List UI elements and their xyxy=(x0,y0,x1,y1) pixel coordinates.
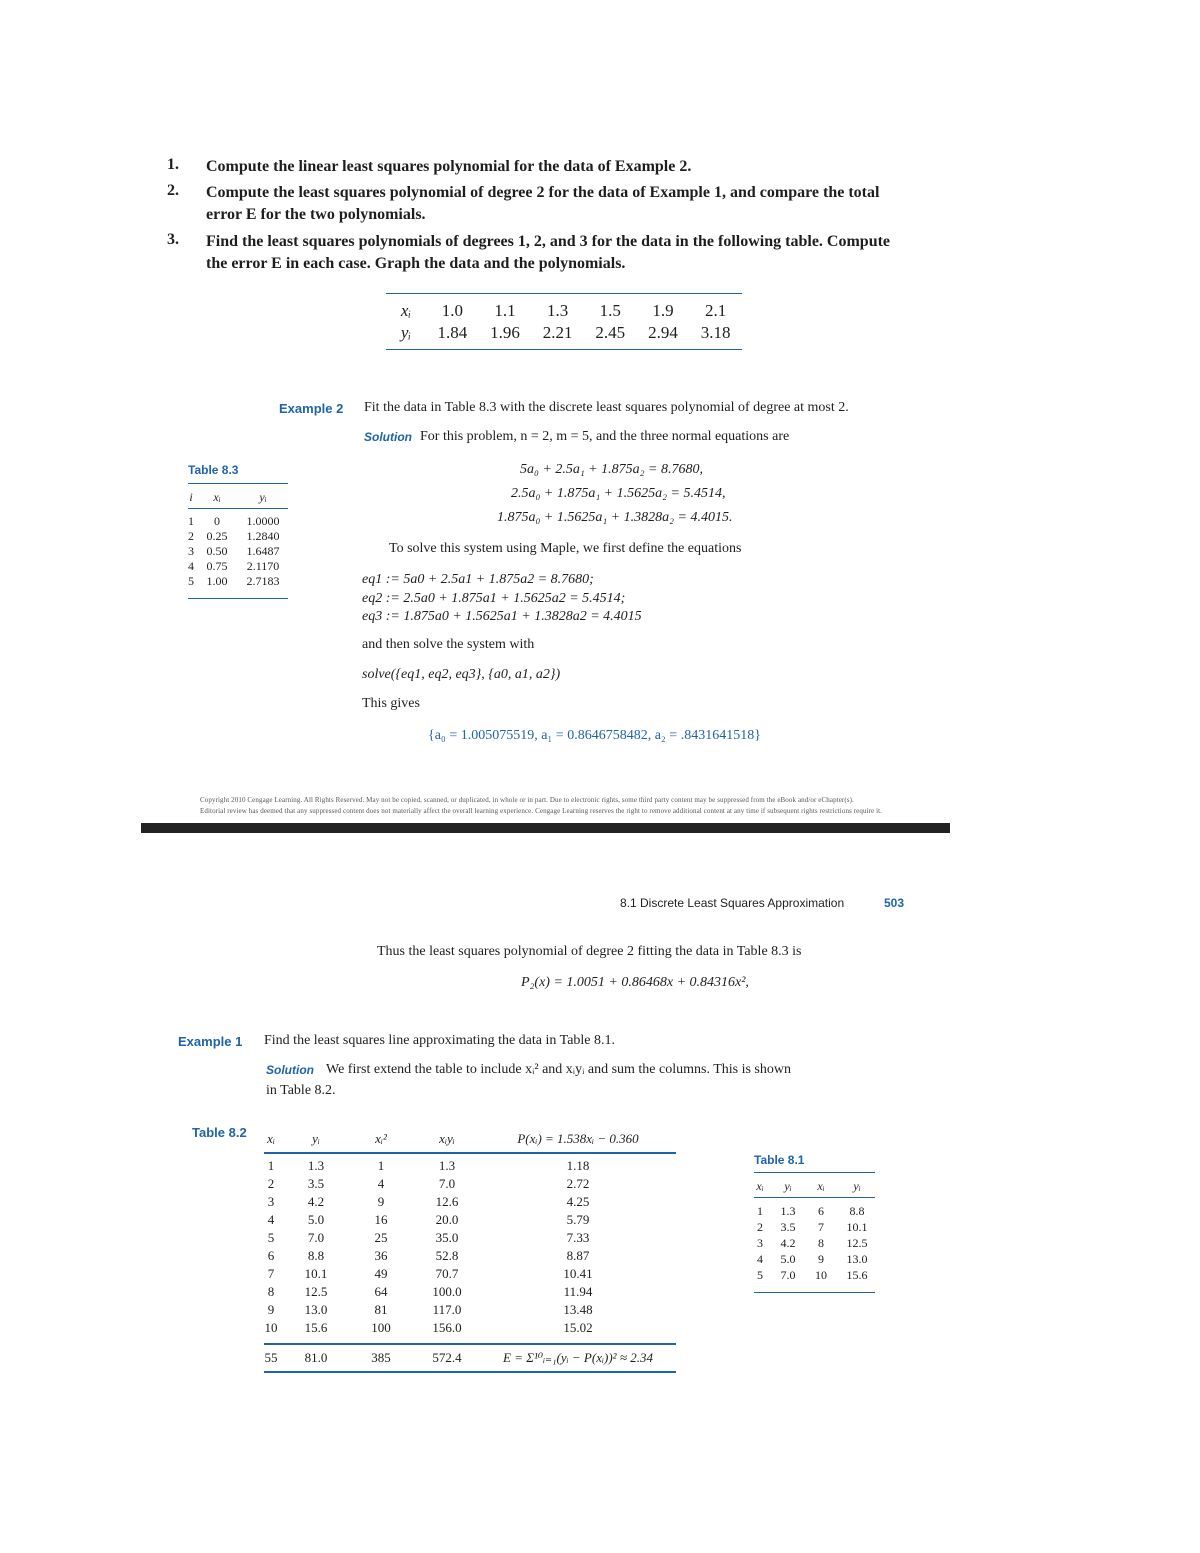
table-row xyxy=(184,544,290,559)
total-cell: 385 xyxy=(371,1350,391,1365)
exercise-1-number: 1. xyxy=(167,156,179,173)
maple-result: {a₀ = 1.005075519, a₁ = 0.8646758482, a₂ = .8431641518} xyxy=(428,728,761,743)
page-number: 503 xyxy=(884,896,905,910)
ex-table-cell: 2.94 xyxy=(648,323,678,342)
table-cell: 10.1 xyxy=(846,1219,868,1234)
table-cell: 49 xyxy=(374,1266,388,1281)
table-cell: 10 xyxy=(815,1267,827,1282)
ex-table-cell: 1.96 xyxy=(490,323,520,342)
table-cell: 4 xyxy=(267,1212,275,1227)
conclusion-text: Thus the least squares polynomial of degree 2 fitting the data in Table 8.3 is xyxy=(377,944,802,959)
table-cell: 3.5 xyxy=(307,1176,325,1191)
maple-solve-command: solve({eq1, eq2, eq3}, {a0, a1, a2}) xyxy=(362,667,561,682)
table-header-cell: yᵢ xyxy=(784,1178,792,1193)
ex-table-top-rule xyxy=(386,293,742,294)
maple-intro: To solve this system using Maple, we first define the equations xyxy=(389,541,742,556)
table-cell: 2 xyxy=(757,1219,763,1234)
example-1-label: Example 1 xyxy=(178,1034,243,1049)
table-row xyxy=(750,1219,878,1235)
table-cell: 10 xyxy=(264,1320,278,1335)
table-8-1-header xyxy=(750,1178,878,1194)
table-8-2-header-row xyxy=(258,1130,676,1148)
table-row xyxy=(258,1283,676,1301)
normal-equation-2: 2.5a₀ + 1.875a₁ + 1.5625a₂ = 5.4514, xyxy=(511,486,726,501)
table-cell: 13.0 xyxy=(846,1251,868,1266)
table-row xyxy=(258,1157,676,1175)
table-cell: 8.87 xyxy=(566,1248,590,1263)
table-cell: 7 xyxy=(267,1266,275,1281)
this-gives-text: This gives xyxy=(362,696,420,711)
table-cell: 4 xyxy=(377,1176,385,1191)
table-row xyxy=(258,1211,676,1229)
normal-equation-3: 1.875a₀ + 1.5625a₁ + 1.3828a₂ = 4.4015. xyxy=(497,510,733,525)
ex-table-cell: 1.9 xyxy=(652,301,674,320)
table-header-cell: yᵢ xyxy=(259,490,267,504)
normal-equation-1: 5a₀ + 2.5a₁ + 1.875a₂ = 8.7680, xyxy=(520,462,703,477)
table-cell: 3 xyxy=(188,544,194,558)
table-8-2-header xyxy=(258,1130,676,1148)
table-cell: 20.0 xyxy=(435,1212,459,1227)
table-cell: 15.6 xyxy=(846,1267,868,1282)
ex-table-y-label: yᵢ xyxy=(400,323,412,342)
table-cell: 0.75 xyxy=(206,559,228,573)
table-cell: 5 xyxy=(188,574,194,588)
table-cell: 1.18 xyxy=(566,1158,590,1173)
table-cell: 6 xyxy=(267,1248,275,1263)
table-cell: 8.8 xyxy=(849,1203,865,1218)
table-cell: 15.6 xyxy=(304,1320,328,1335)
table-cell: 7.0 xyxy=(438,1176,456,1191)
table-cell: 81 xyxy=(374,1302,388,1317)
exercise-3-number: 3. xyxy=(167,231,179,248)
table-cell: 12.5 xyxy=(304,1284,328,1299)
running-header-section: 8.1 Discrete Least Squares Approximation xyxy=(620,896,845,910)
table-cell: 4.25 xyxy=(566,1194,590,1209)
table-cell: 7.0 xyxy=(307,1230,325,1245)
table-8-1-title: Table 8.1 xyxy=(754,1153,805,1167)
table-cell: 5.79 xyxy=(566,1212,590,1227)
table-cell: 15.02 xyxy=(563,1320,593,1335)
table-cell: 1 xyxy=(377,1158,385,1173)
exercise-3-text: Find the least squares polynomials of degrees 1, 2, and 3 for the data in the following table. Compute xyxy=(206,233,891,250)
table-cell: 2.7183 xyxy=(246,574,280,588)
table-row xyxy=(184,529,290,544)
table-cell: 1 xyxy=(757,1203,763,1218)
table-cell: 5 xyxy=(267,1230,275,1245)
ex-table-cell: 1.84 xyxy=(437,323,468,342)
table-8-3-title: Table 8.3 xyxy=(188,463,239,477)
table-header-cell: yᵢ xyxy=(853,1178,861,1193)
page-divider xyxy=(141,823,950,833)
table-cell: 10.1 xyxy=(304,1266,328,1281)
table-cell: 25 xyxy=(374,1230,388,1245)
total-cell: 81.0 xyxy=(304,1350,328,1365)
table-cell: 8 xyxy=(267,1284,275,1299)
table-cell: 12.5 xyxy=(846,1235,868,1250)
table-cell: 5.0 xyxy=(307,1212,325,1227)
table-header-cell: xᵢ xyxy=(267,1131,275,1146)
ex-table-bottom-rule xyxy=(386,349,742,350)
table-row xyxy=(258,1265,676,1283)
table-cell: 35.0 xyxy=(435,1230,459,1245)
table-cell: 3 xyxy=(267,1194,275,1209)
table-cell: 2 xyxy=(188,529,194,543)
total-cell: 572.4 xyxy=(432,1350,462,1365)
table-cell: 117.0 xyxy=(432,1302,462,1317)
table-cell: 70.7 xyxy=(435,1266,459,1281)
table-cell: 1.2840 xyxy=(246,529,280,543)
exercise-2-text: Compute the least squares polynomial of degree 2 for the data of Example 1, and compare the total xyxy=(206,184,880,201)
table-8-3-bottom-rule xyxy=(188,598,288,599)
table-cell: 3 xyxy=(757,1235,763,1250)
table-row xyxy=(258,1229,676,1247)
copyright-line-2: Editorial review has deemed that any suppressed content does not materially affect the overall learning experience. Cengage Learning reserves the right to remove additional content at any time if subsequent rights restrictions require it. xyxy=(200,807,883,815)
exercise-3-text-cont: the error E in each case. Graph the data and the polynomials. xyxy=(206,255,626,272)
example-1-solution-text: We first extend the table to include xᵢ² and xᵢyᵢ and sum the columns. This is shown xyxy=(326,1062,791,1077)
table-cell: 5 xyxy=(757,1267,763,1282)
table-cell: 9 xyxy=(818,1251,824,1266)
ex-table-cell: 3.18 xyxy=(700,323,731,342)
table-cell: 9 xyxy=(377,1194,385,1209)
table-8-3 xyxy=(184,490,290,505)
table-cell: 4 xyxy=(757,1251,763,1266)
table-row xyxy=(184,514,290,529)
ex-table-cell: 1.3 xyxy=(547,301,569,320)
table-row xyxy=(184,559,290,574)
ex-table-x-label: xᵢ xyxy=(400,301,412,320)
example-2-solution-text: For this problem, n = 2, m = 5, and the three normal equations are xyxy=(420,429,790,444)
table-cell: 11.94 xyxy=(563,1284,593,1299)
table-8-2-sum-rule xyxy=(264,1343,676,1345)
table-row xyxy=(750,1267,878,1283)
total-cell: 55 xyxy=(264,1350,278,1365)
table-row xyxy=(750,1203,878,1219)
table-cell: 1.0000 xyxy=(246,514,280,528)
table-header-cell: xᵢyᵢ xyxy=(439,1131,455,1146)
table-header-cell: xᵢ xyxy=(756,1178,764,1193)
table-8-1-top-rule xyxy=(754,1172,875,1173)
table-cell: 1.6487 xyxy=(246,544,280,558)
table-cell: 6 xyxy=(818,1203,824,1218)
table-cell: 16 xyxy=(374,1212,388,1227)
table-cell: 8.8 xyxy=(307,1248,325,1263)
table-cell: 1 xyxy=(188,514,194,528)
table-8-1-body xyxy=(750,1203,878,1283)
table-cell: 5.0 xyxy=(780,1251,796,1266)
ex-table-x-row xyxy=(386,300,742,322)
table-header-cell: xᵢ² xyxy=(375,1131,387,1146)
table-cell: 2 xyxy=(267,1176,275,1191)
table-cell: 3.5 xyxy=(780,1219,796,1234)
example-1-text: Find the least squares line approximating the data in Table 8.1. xyxy=(264,1033,616,1048)
table-cell: 2.1170 xyxy=(246,559,280,573)
table-row xyxy=(750,1251,878,1267)
table-8-2-totals xyxy=(258,1349,676,1367)
table-8-2-body xyxy=(258,1157,676,1337)
table-cell: 156.0 xyxy=(432,1320,462,1335)
table-row xyxy=(258,1247,676,1265)
table-8-1-bottom-rule xyxy=(754,1292,875,1293)
table-cell: 0 xyxy=(214,514,220,528)
error-formula: E = Σ¹⁰ᵢ₌₁(yᵢ − P(xᵢ))² ≈ 2.34 xyxy=(503,1350,653,1365)
table-8-2-totals-row xyxy=(258,1349,676,1367)
example-2-solution-label: Solution xyxy=(364,430,412,444)
table-cell: 36 xyxy=(374,1248,388,1263)
table-cell: 13.48 xyxy=(563,1302,593,1317)
example-2-label: Example 2 xyxy=(279,401,344,416)
ex-table-cell: 1.5 xyxy=(599,301,621,320)
table-row xyxy=(750,1235,878,1251)
then-solve-text: and then solve the system with xyxy=(362,637,535,652)
table-header-cell: xᵢ xyxy=(213,490,221,504)
fitted-polynomial: P₂(x) = 1.0051 + 0.86468x + 0.84316x², xyxy=(521,975,749,990)
ex-table-cell: 2.1 xyxy=(705,301,727,320)
table-cell: 7 xyxy=(818,1219,824,1234)
table-row xyxy=(258,1319,676,1337)
ex-table-cell: 2.21 xyxy=(542,323,573,342)
table-cell: 2.72 xyxy=(566,1176,590,1191)
table-8-3-top-rule xyxy=(188,483,288,484)
table-header-cell: yᵢ xyxy=(312,1131,320,1146)
maple-code-1: eq1 := 5a0 + 2.5a1 + 1.875a2 = 8.7680; xyxy=(362,572,594,587)
table-row xyxy=(258,1301,676,1319)
example-1-solution-text-cont: in Table 8.2. xyxy=(266,1083,336,1098)
table-8-1-header-row xyxy=(750,1178,878,1194)
maple-code-2: eq2 := 2.5a0 + 1.875a1 + 1.5625a2 = 5.4514; xyxy=(362,591,626,606)
exercise-2-number: 2. xyxy=(167,182,179,199)
maple-code-3: eq3 := 1.875a0 + 1.5625a1 + 1.3828a2 = 4.4015 xyxy=(362,609,642,624)
table-cell: 52.8 xyxy=(435,1248,459,1263)
exercise-2-text-cont: error E for the two polynomials. xyxy=(206,206,426,223)
table-cell: 13.0 xyxy=(304,1302,328,1317)
ex-table-cell: 1.0 xyxy=(441,301,463,320)
table-cell: 1 xyxy=(267,1158,275,1173)
table-cell: 7.33 xyxy=(566,1230,590,1245)
table-8-1-mid-rule xyxy=(754,1197,875,1198)
table-8-2-bottom-rule xyxy=(264,1371,676,1373)
exercise-3-data-table xyxy=(386,300,742,344)
table-cell: 0.50 xyxy=(206,544,228,558)
table-row xyxy=(184,574,290,589)
table-cell: 10.41 xyxy=(563,1266,593,1281)
table-header-cell: P(xᵢ) = 1.538xᵢ − 0.360 xyxy=(517,1131,639,1146)
table-header-cell: xᵢ xyxy=(817,1178,825,1193)
table-8-3-mid-rule xyxy=(188,508,288,509)
table-8-3-header xyxy=(184,490,290,505)
example-1-solution-label: Solution xyxy=(266,1063,314,1077)
table-row xyxy=(258,1193,676,1211)
table-cell: 9 xyxy=(267,1302,275,1317)
table-cell: 100.0 xyxy=(432,1284,462,1299)
table-8-2-header-rule xyxy=(264,1152,676,1154)
ex-table-cell: 2.45 xyxy=(595,323,626,342)
ex-table-cell: 1.1 xyxy=(494,301,516,320)
table-cell: 12.6 xyxy=(435,1194,459,1209)
table-8-2-title: Table 8.2 xyxy=(192,1125,247,1140)
table-cell: 7.0 xyxy=(780,1267,796,1282)
table-8-3-body xyxy=(184,514,290,589)
table-cell: 1.3 xyxy=(438,1158,456,1173)
table-cell: 4 xyxy=(188,559,194,573)
example-2-text: Fit the data in Table 8.3 with the discrete least squares polynomial of degree at most 2. xyxy=(364,400,849,415)
table-cell: 8 xyxy=(818,1235,824,1250)
ex-table-y-row xyxy=(386,322,742,344)
table-cell: 1.00 xyxy=(206,574,228,588)
table-row xyxy=(258,1175,676,1193)
exercise-1-text: Compute the linear least squares polynomial for the data of Example 2. xyxy=(206,158,692,175)
table-header-cell: i xyxy=(189,490,193,504)
table-cell: 1.3 xyxy=(307,1158,325,1173)
copyright-line-1: Copyright 2010 Cengage Learning. All Rights Reserved. May not be copied, scanned, or duplicated, in whole or in part. Due to electronic rights, some third party content may be suppressed from the eBook and/or eChapter(s). xyxy=(200,796,854,804)
table-cell: 100 xyxy=(371,1320,391,1335)
table-cell: 64 xyxy=(374,1284,388,1299)
table-cell: 0.25 xyxy=(206,529,228,543)
table-cell: 1.3 xyxy=(780,1203,796,1218)
table-cell: 4.2 xyxy=(307,1194,325,1209)
table-cell: 4.2 xyxy=(780,1235,796,1250)
